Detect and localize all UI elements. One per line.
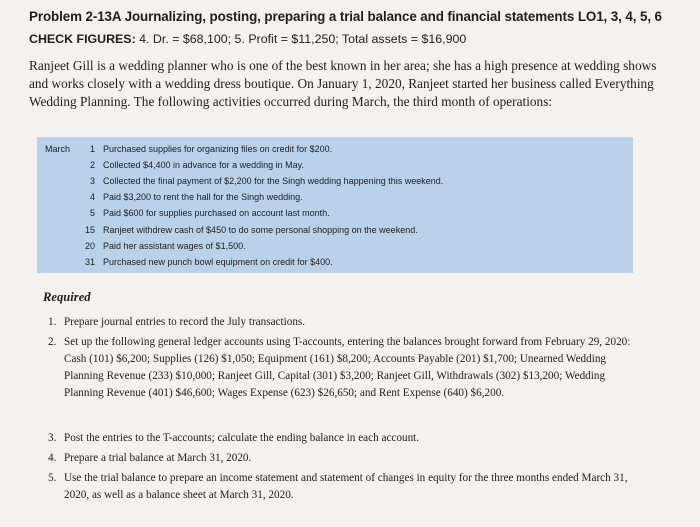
requirement-number: 3. xyxy=(48,432,57,444)
transaction-description: Purchased new punch bowl equipment on credit for $400. xyxy=(103,257,333,267)
requirement-text: Prepare journal entries to record the July transactions. xyxy=(64,316,306,328)
transaction-month: March xyxy=(45,144,71,154)
transaction-row xyxy=(37,190,633,204)
transaction-row xyxy=(37,239,633,253)
transaction-day: 20 xyxy=(84,241,95,251)
transaction-row xyxy=(37,142,633,156)
transaction-row xyxy=(37,158,633,172)
transaction-row xyxy=(37,223,633,237)
transaction-day: 4 xyxy=(89,192,95,202)
transaction-description: Ranjeet withdrew cash of $450 to do some personal shopping on the weekend. xyxy=(103,225,418,235)
transaction-description: Purchased supplies for organizing files on credit for $200. xyxy=(103,144,333,154)
transaction-day: 5 xyxy=(89,208,95,218)
requirement-number: 4. xyxy=(48,452,57,464)
requirement-number: 2. xyxy=(48,336,57,348)
transaction-day: 31 xyxy=(84,257,95,267)
transaction-day: 2 xyxy=(89,160,95,170)
check-figures xyxy=(29,32,689,46)
transaction-description: Collected the final payment of $2,200 for the Singh wedding happening this weekend. xyxy=(103,176,444,186)
transaction-description: Paid $600 for supplies purchased on account last month. xyxy=(103,208,330,218)
check-figures-label: CHECK FIGURES: xyxy=(29,32,136,46)
requirement-text: Use the trial balance to prepare an income statement and statement of changes in equity for the three months ended March 31, 2020, as well as a balance sheet at March 31, 2020. xyxy=(64,472,628,501)
requirement-number: 1. xyxy=(48,316,57,328)
requirement-number: 5. xyxy=(48,472,57,484)
requirement-text: Post the entries to the T-accounts; calculate the ending balance in each account. xyxy=(64,432,420,444)
transaction-day: 15 xyxy=(84,225,95,235)
transaction-day: 3 xyxy=(89,176,95,186)
transactions-box xyxy=(37,137,633,273)
transaction-row xyxy=(37,174,633,188)
transaction-row xyxy=(37,255,633,269)
transaction-row xyxy=(37,206,633,220)
check-figures-values: 4. Dr. = $68,100; 5. Profit = $11,250; Total assets = $16,900 xyxy=(139,32,467,46)
required-heading: Required xyxy=(43,290,91,304)
learning-objectives: LO1, 3, 4, 5, 6 xyxy=(577,9,662,24)
requirement-text: Prepare a trial balance at March 31, 2020. xyxy=(64,452,252,464)
transaction-description: Paid her assistant wages of $1,500. xyxy=(103,241,246,251)
problem-intro: Ranjeet Gill is a wedding planner who is one of the best known in her area; she has a high presence at wedding shows and works closely with a wedding dress boutique. On January 1, 2020, Ranjeet started her business called Everything Wedding Planning. The following activities occurred during March, the third month of operations: xyxy=(29,58,657,109)
problem-heading: Journalizing, posting, preparing a trial balance and financial statements xyxy=(124,9,575,24)
problem-number: Problem 2-13A xyxy=(29,9,121,24)
transaction-day: 1 xyxy=(89,144,95,154)
requirement-text: Set up the following general ledger accounts using T-accounts, entering the balances brought forward from February 29, 2020: Cash (101) $6,200; Supplies (126) $1,050; Equipment (161) $8,200; Accounts Payable (201) $1,700; Unearned Wedding Planning Revenue (233) $10,000; Ranjeet Gill, Capital (301) $3,200; Ranjeet Gill, Withdrawals (302) $13,200; Wedding Planning Revenue (401) $46,600; Wages Expense (623) $26,650; and Rent Expense (640) $6,200. xyxy=(64,336,631,399)
problem-title xyxy=(29,9,689,24)
transaction-description: Collected $4,400 in advance for a wedding in May. xyxy=(103,160,304,170)
transaction-description: Paid $3,200 to rent the hall for the Singh wedding. xyxy=(103,192,303,202)
